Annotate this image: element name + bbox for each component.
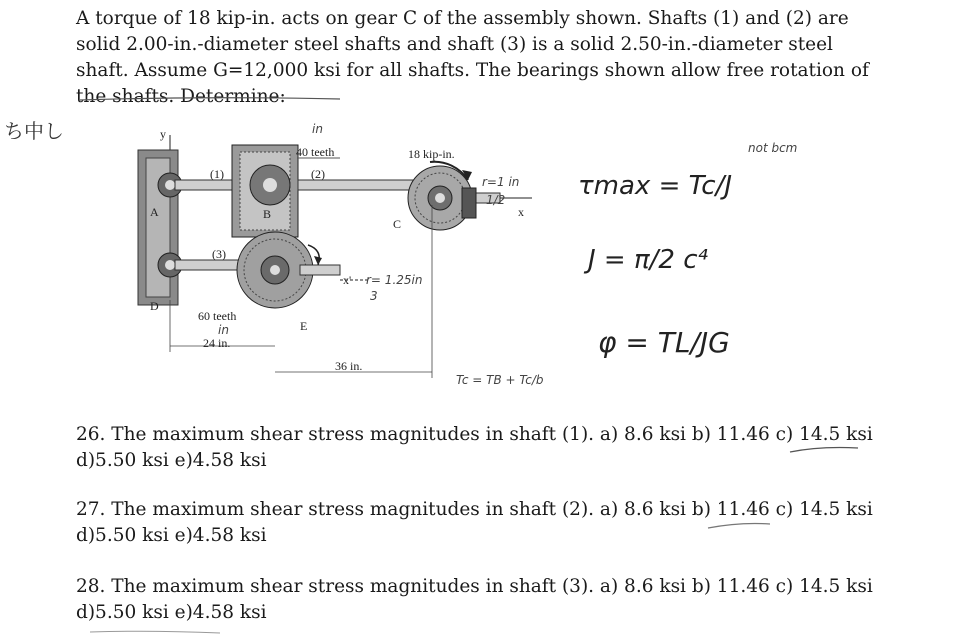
- label-torque: 18 kip-in.: [408, 147, 455, 161]
- label-D: D: [150, 299, 159, 313]
- label-x: x: [518, 205, 524, 219]
- label-x-prime: x': [343, 273, 352, 287]
- problem-statement: A torque of 18 kip-in. acts on gear C of the assembly shown. Shafts (1) and (2) are solid 2.00-in.-diameter steel shafts and shaft (3) is a solid 2.50-in.-diameter steel shaft. Assume G=12,000 ksi for all shafts. The bearings shown allow free rotation of the shafts. Determine:: [76, 8, 869, 107]
- hw-in-bottom: in: [218, 323, 229, 337]
- hw-torque-equation: Tc = TB + Tc/b: [456, 373, 544, 387]
- hw-in-top: in: [312, 122, 323, 136]
- hw-r-c: r=1 in: [482, 175, 520, 189]
- question-27: 27. The maximum shear stress magnitudes in shaft (2). a) 8.6 ksi b) 11.46 c) 14.5 ksi d)5.50 ksi e)4.58 ksi: [76, 499, 873, 546]
- hw-r-half: 1/2: [486, 193, 506, 207]
- label-B: B: [263, 207, 272, 221]
- label-36-in: 36 in.: [335, 359, 363, 373]
- label-shaft-1: (1): [210, 167, 224, 181]
- label-60-teeth: 60 teeth: [198, 309, 237, 323]
- margin-mark: ち中し: [4, 119, 64, 143]
- question-26: 26. The maximum shear stress magnitudes in shaft (1). a) 8.6 ksi b) 11.46 c) 14.5 ksi d)5.50 ksi e)4.58 ksi: [76, 424, 873, 471]
- question-28: 28. The maximum shear stress magnitudes in shaft (3). a) 8.6 ksi b) 11.46 c) 14.5 ksi d)5.50 ksi e)4.58 ksi: [76, 576, 873, 623]
- hw-formula-phi: φ = TL/JG: [598, 326, 730, 359]
- label-40-teeth: 40 teeth: [296, 145, 335, 159]
- hw-r-e-sub: 3: [370, 289, 378, 303]
- hw-formula-J: J = π/2 c⁴: [588, 245, 708, 275]
- hw-r-e: r= 1.25in: [366, 273, 423, 287]
- label-C: C: [393, 217, 402, 231]
- label-A: A: [150, 205, 159, 219]
- label-y: y: [160, 127, 166, 141]
- label-E: E: [300, 319, 308, 333]
- hw-side-note: not bcm: [748, 141, 798, 155]
- label-shaft-3: (3): [212, 247, 226, 261]
- label-shaft-2: (2): [311, 167, 325, 181]
- hw-formula-tau: τmax = Tc/J: [578, 171, 733, 201]
- label-24-in: 24 in.: [203, 336, 231, 350]
